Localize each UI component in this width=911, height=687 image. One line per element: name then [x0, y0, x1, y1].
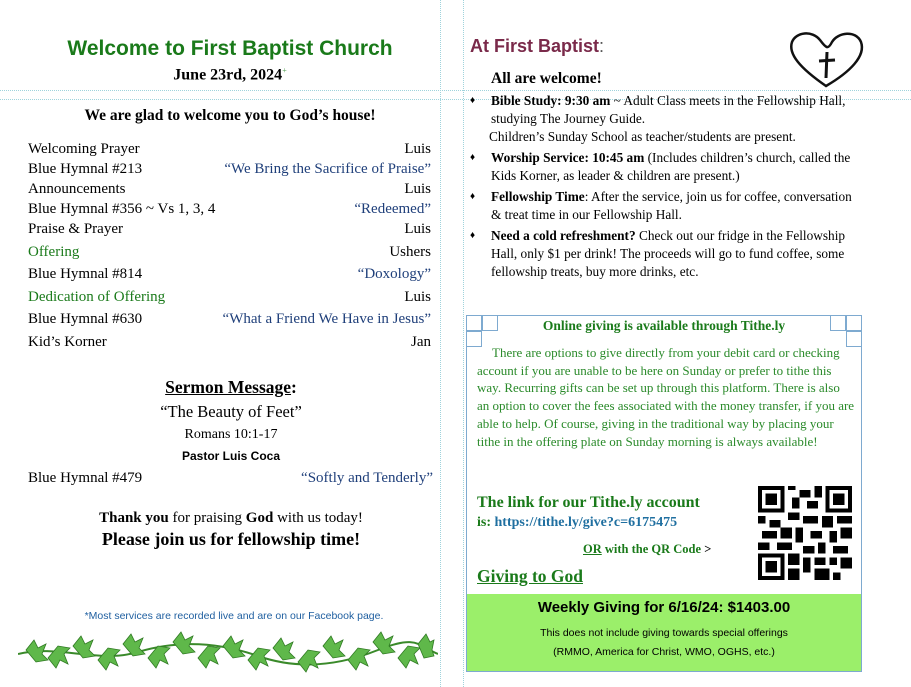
guide-line — [440, 0, 441, 687]
list-item: ♦ Bible Study: 9:30 am ~ Adult Class meets in the Fellowship Hall, studying The Journey Guide. Children’s Sunday School as teacher/students are present. — [470, 92, 860, 146]
program-detail: Luis — [404, 181, 431, 197]
weekly-giving-note-list: (RMMO, America for Christ, WMO, OGHS, etc.) — [553, 646, 775, 658]
program-row — [28, 289, 431, 306]
list-item: ♦ Need a cold refreshment? Check out our fridge in the Fellowship Hall, only $1 per drink! The proceeds will go to fund coffee, some fellowship treats, buy more drinks, etc. — [470, 227, 860, 281]
program-row — [28, 201, 431, 218]
greeting: We are glad to welcome you to God’s house! — [84, 107, 376, 124]
fellowship-invite: Please join us for fellowship time! — [101, 529, 361, 549]
service-date: June 23rd, 2024+ — [173, 66, 287, 84]
program-detail: “Doxology” — [357, 266, 431, 282]
program-detail: Luis — [404, 289, 431, 305]
program-item: Dedication of Offering — [28, 289, 166, 305]
giving-text: There are options to give directly from your debit card or checking account if you are unable to be here on Sunday or prefer to tithe this way. Recurring gifts can be set up through this platform. There is also an option to cover the fees associated with the money transfer, if you are able to help. Of course, giving in the traditional way by placing your tithe in the offering plate on Sunday morning is always available! — [477, 345, 855, 449]
giving-to-god: Giving to God — [477, 566, 583, 586]
qr-code-icon[interactable] — [758, 486, 852, 580]
program-detail: Jan — [411, 334, 431, 350]
program-item: Kid’s Korner — [28, 334, 107, 350]
sermon-title: “The Beauty of Feet” — [160, 402, 302, 421]
sermon-reference: Romans 10:1-17 — [184, 427, 278, 442]
program-row — [28, 221, 431, 238]
right-heading: At First Baptist: — [470, 36, 605, 56]
program-row — [28, 161, 431, 178]
weekly-giving-note: This does not include giving towards special offerings — [540, 627, 788, 639]
program-detail: “What a Friend We Have in Jesus” — [222, 311, 431, 327]
list-item: ♦ Fellowship Time: After the service, join us for coffee, conversation & treat time in our Fellowship Hall. — [470, 188, 860, 224]
program-item: Blue Hymnal #479 — [28, 470, 143, 486]
tithely-link[interactable]: https://tithe.ly/give?c=6175475 — [494, 515, 678, 530]
program-item: Praise & Prayer — [28, 221, 123, 237]
closing-hymn-row — [28, 470, 433, 487]
program-row — [28, 181, 431, 198]
program-detail: Ushers — [389, 244, 431, 260]
program-item: Offering — [28, 244, 80, 260]
guide-line — [0, 90, 911, 91]
qr-hint: OR with the QR Code > — [583, 542, 712, 556]
program-item: Announcements — [28, 181, 126, 197]
activities-list — [470, 92, 860, 284]
weekly-giving-total: Weekly Giving for 6/16/24: $1403.00 — [537, 599, 791, 616]
giving-title: Online giving is available through Tithe.ly — [542, 318, 786, 333]
program-row — [28, 311, 431, 328]
program-row — [28, 334, 431, 351]
program-detail: “We Bring the Sacrifice of Praise” — [224, 161, 431, 177]
page-title: Welcome to First Baptist Church — [67, 37, 393, 60]
heart-cross-icon — [786, 28, 866, 90]
program-row — [28, 141, 431, 158]
program-detail: Luis — [404, 141, 431, 157]
program-item: Blue Hymnal #630 — [28, 311, 143, 327]
sermon-heading: Sermon Message: — [165, 377, 297, 397]
program-item: Blue Hymnal #213 — [28, 161, 143, 177]
program-detail: “Redeemed” — [354, 201, 431, 217]
ivy-vine-icon — [18, 628, 438, 676]
tithely-link-line: is: https://tithe.ly/give?c=6175475 — [477, 515, 678, 530]
program-row — [28, 244, 431, 261]
program-detail: “Softly and Tenderly” — [301, 470, 433, 486]
guide-line — [463, 0, 464, 687]
tithely-link-label: The link for our Tithe.ly account — [477, 494, 700, 511]
list-item: ♦ Worship Service: 10:45 am (Includes children’s church, called the Kids Korner, as leader & children are present.) — [470, 149, 860, 185]
program-detail: Luis — [404, 221, 431, 237]
all-welcome: All are welcome! — [491, 70, 602, 87]
program-item: Blue Hymnal #814 — [28, 266, 143, 282]
program-item: Welcoming Prayer — [28, 141, 140, 157]
sermon-pastor: Pastor Luis Coca — [181, 449, 281, 463]
program-item: Blue Hymnal #356 ~ Vs 1, 3, 4 — [28, 201, 216, 217]
recorded-note: *Most services are recorded live and are on our Facebook page. — [84, 610, 384, 622]
thanks-line: Thank you for praising God with us today! — [99, 510, 363, 526]
program-row — [28, 266, 431, 283]
